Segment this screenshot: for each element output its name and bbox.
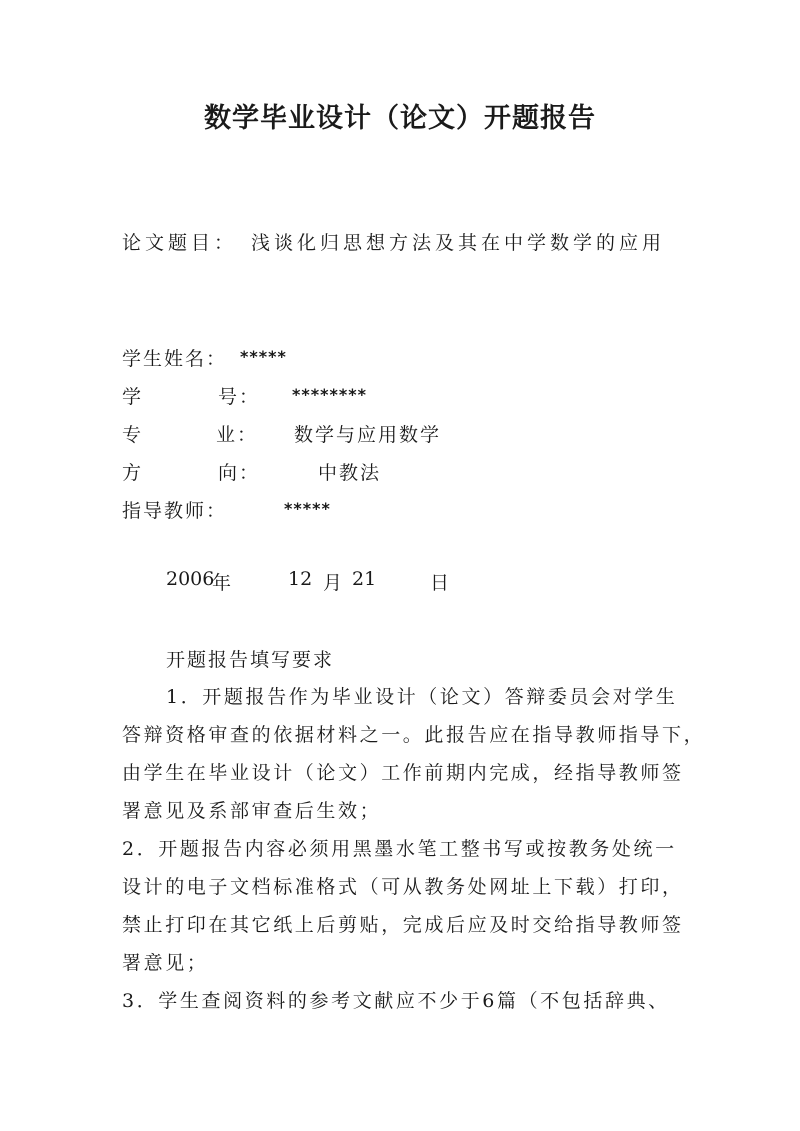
student-id-label-b: 号： [218,386,261,408]
major-value: 数学与应用数学 [294,424,442,446]
advisor-row [122,496,422,523]
date-day: 21 [352,568,377,590]
requirement-line: 2．开题报告内容必须用黑墨水笔工整书写或按教务处统一 [122,838,677,860]
date-month-unit: 月 [323,572,343,594]
thesis-topic-row [122,228,665,255]
requirement-line: 由学生在毕业设计（论文）工作前期内完成，经指导教师签 [122,762,684,784]
direction-value: 中教法 [318,462,382,484]
student-name-row [122,344,287,371]
requirement-line: 3．学生查阅资料的参考文献应不少于6篇（不包括辞典、 [122,990,670,1012]
requirement-line: 答辩资格审查的依据材料之一。此报告应在指导教师指导下， [122,724,706,746]
page-title: 数学毕业设计（论文）开题报告 [204,103,596,134]
requirements-heading: 开题报告填写要求 [166,649,335,671]
date-year-unit: 年 [212,572,232,594]
direction-label-b: 向： [218,462,261,484]
advisor-label: 指导教师： [122,500,228,522]
requirement-line: 设计的电子文档标准格式（可从教务处网址上下载）打印， [122,876,684,898]
direction-row [122,458,422,485]
student-id-label-a: 学 [122,386,144,408]
student-name-label: 学生姓名： [122,348,228,370]
date-day-unit: 日 [430,572,450,594]
direction-label-a: 方 [122,462,144,484]
student-name-value: ***** [240,347,287,366]
requirement-line: 署意见； [122,952,209,974]
student-id-value: ******** [292,385,367,404]
date-month: 12 [288,568,313,590]
thesis-topic-value: 浅谈化归思想方法及其在中学数学的应用 [251,232,666,254]
major-row [122,420,462,447]
requirement-line: 1．开题报告作为毕业设计（论文）答辩委员会对学生 [166,686,678,708]
advisor-value: ***** [284,499,331,518]
requirement-line: 禁止打印在其它纸上后剪贴，完成后应及时交给指导教师签 [122,914,684,936]
requirement-line: 署意见及系部审查后生效； [122,800,382,822]
major-label-a: 专 [122,424,144,446]
major-label-b: 业： [216,424,259,446]
thesis-topic-label: 论文题目： [122,232,238,254]
date-year: 2006 [166,568,215,590]
student-id-row [122,382,422,409]
